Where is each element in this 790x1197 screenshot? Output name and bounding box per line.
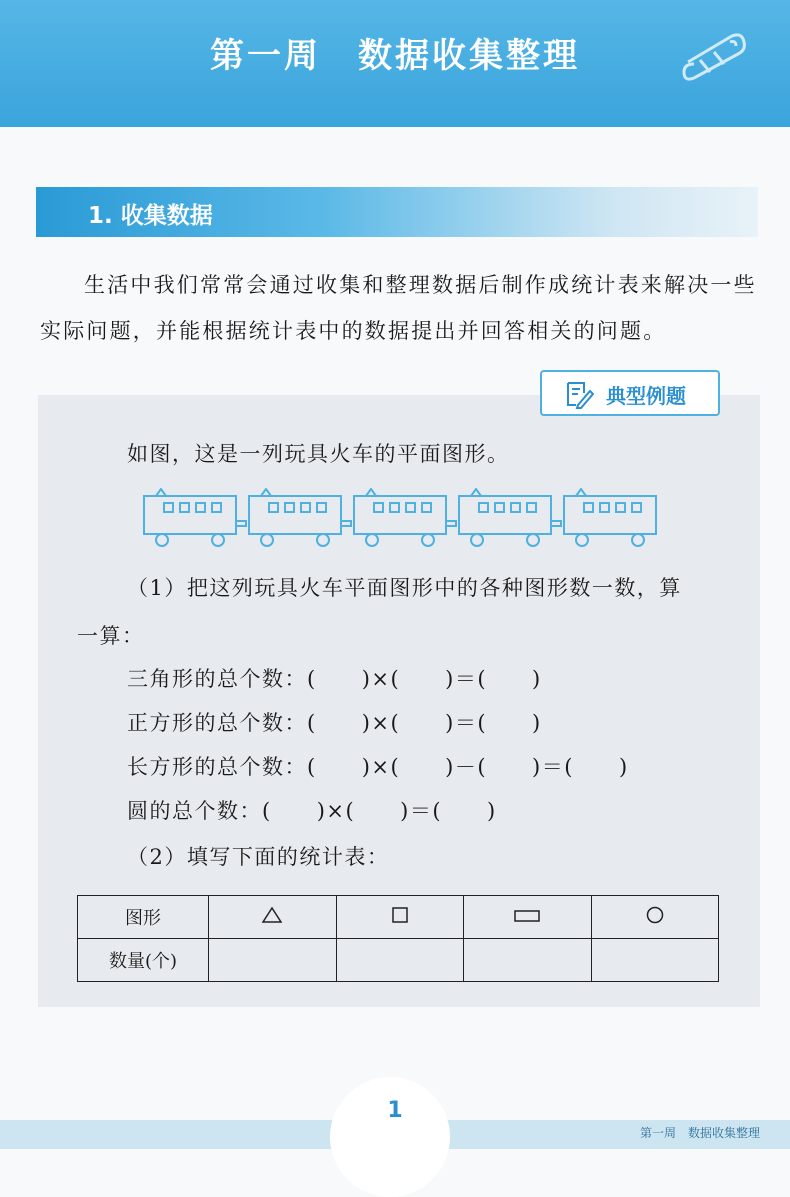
example-lead: 如图，这是一列玩具火车的平面图形。	[127, 442, 510, 466]
rectangle-icon	[464, 896, 592, 939]
table-header-count: 数量(个)	[78, 939, 209, 982]
example-badge	[540, 370, 720, 416]
scroll-decoration-icon	[680, 22, 752, 90]
train-car	[249, 489, 351, 546]
pencil-note-icon	[564, 379, 594, 413]
rectangle-count-cell[interactable]	[464, 939, 592, 982]
train-car	[564, 489, 656, 546]
train-car	[354, 489, 456, 546]
train-car	[144, 489, 246, 546]
circle-count-cell[interactable]	[591, 939, 719, 982]
table-header-shape: 图形	[78, 896, 209, 939]
intro-paragraph: 生活中我们常常会通过收集和整理数据后制作成统计表来解决一些实际问题，并能根据统计表中的数据提出并回答相关的问题。	[40, 273, 757, 343]
triangle-count-cell[interactable]	[209, 939, 337, 982]
example-badge-label: 典型例题	[606, 384, 686, 408]
square-icon	[336, 896, 464, 939]
table-row	[78, 896, 719, 939]
page-title: 第一周 数据收集整理	[210, 36, 580, 76]
circle-count-line: 圆的总个数：( )×( )＝( )	[127, 799, 497, 823]
toy-train-figure	[138, 488, 658, 552]
triangle-icon	[209, 896, 337, 939]
rectangle-count-line: 长方形的总个数：( )×( )－( )＝( )	[127, 755, 629, 779]
table-row	[78, 939, 719, 982]
square-count-line: 正方形的总个数：( )×( )＝( )	[127, 711, 542, 735]
circle-icon	[591, 896, 719, 939]
question-1-line-1: （1）把这列玩具火车平面图形中的各种图形数一数，算	[127, 576, 682, 600]
train-car	[459, 489, 561, 546]
page-number: 1	[387, 1098, 403, 1123]
question-2: （2）填写下面的统计表：	[127, 845, 390, 869]
section-title: 1. 收集数据	[88, 203, 213, 229]
footer-page-circle	[330, 1077, 450, 1197]
triangle-count-line: 三角形的总个数：( )×( )＝( )	[127, 667, 542, 691]
statistics-table	[77, 895, 719, 982]
question-1-line-2: 一算：	[77, 624, 145, 648]
square-count-cell[interactable]	[336, 939, 464, 982]
footer-label: 第一周 数据收集整理	[639, 1126, 760, 1140]
